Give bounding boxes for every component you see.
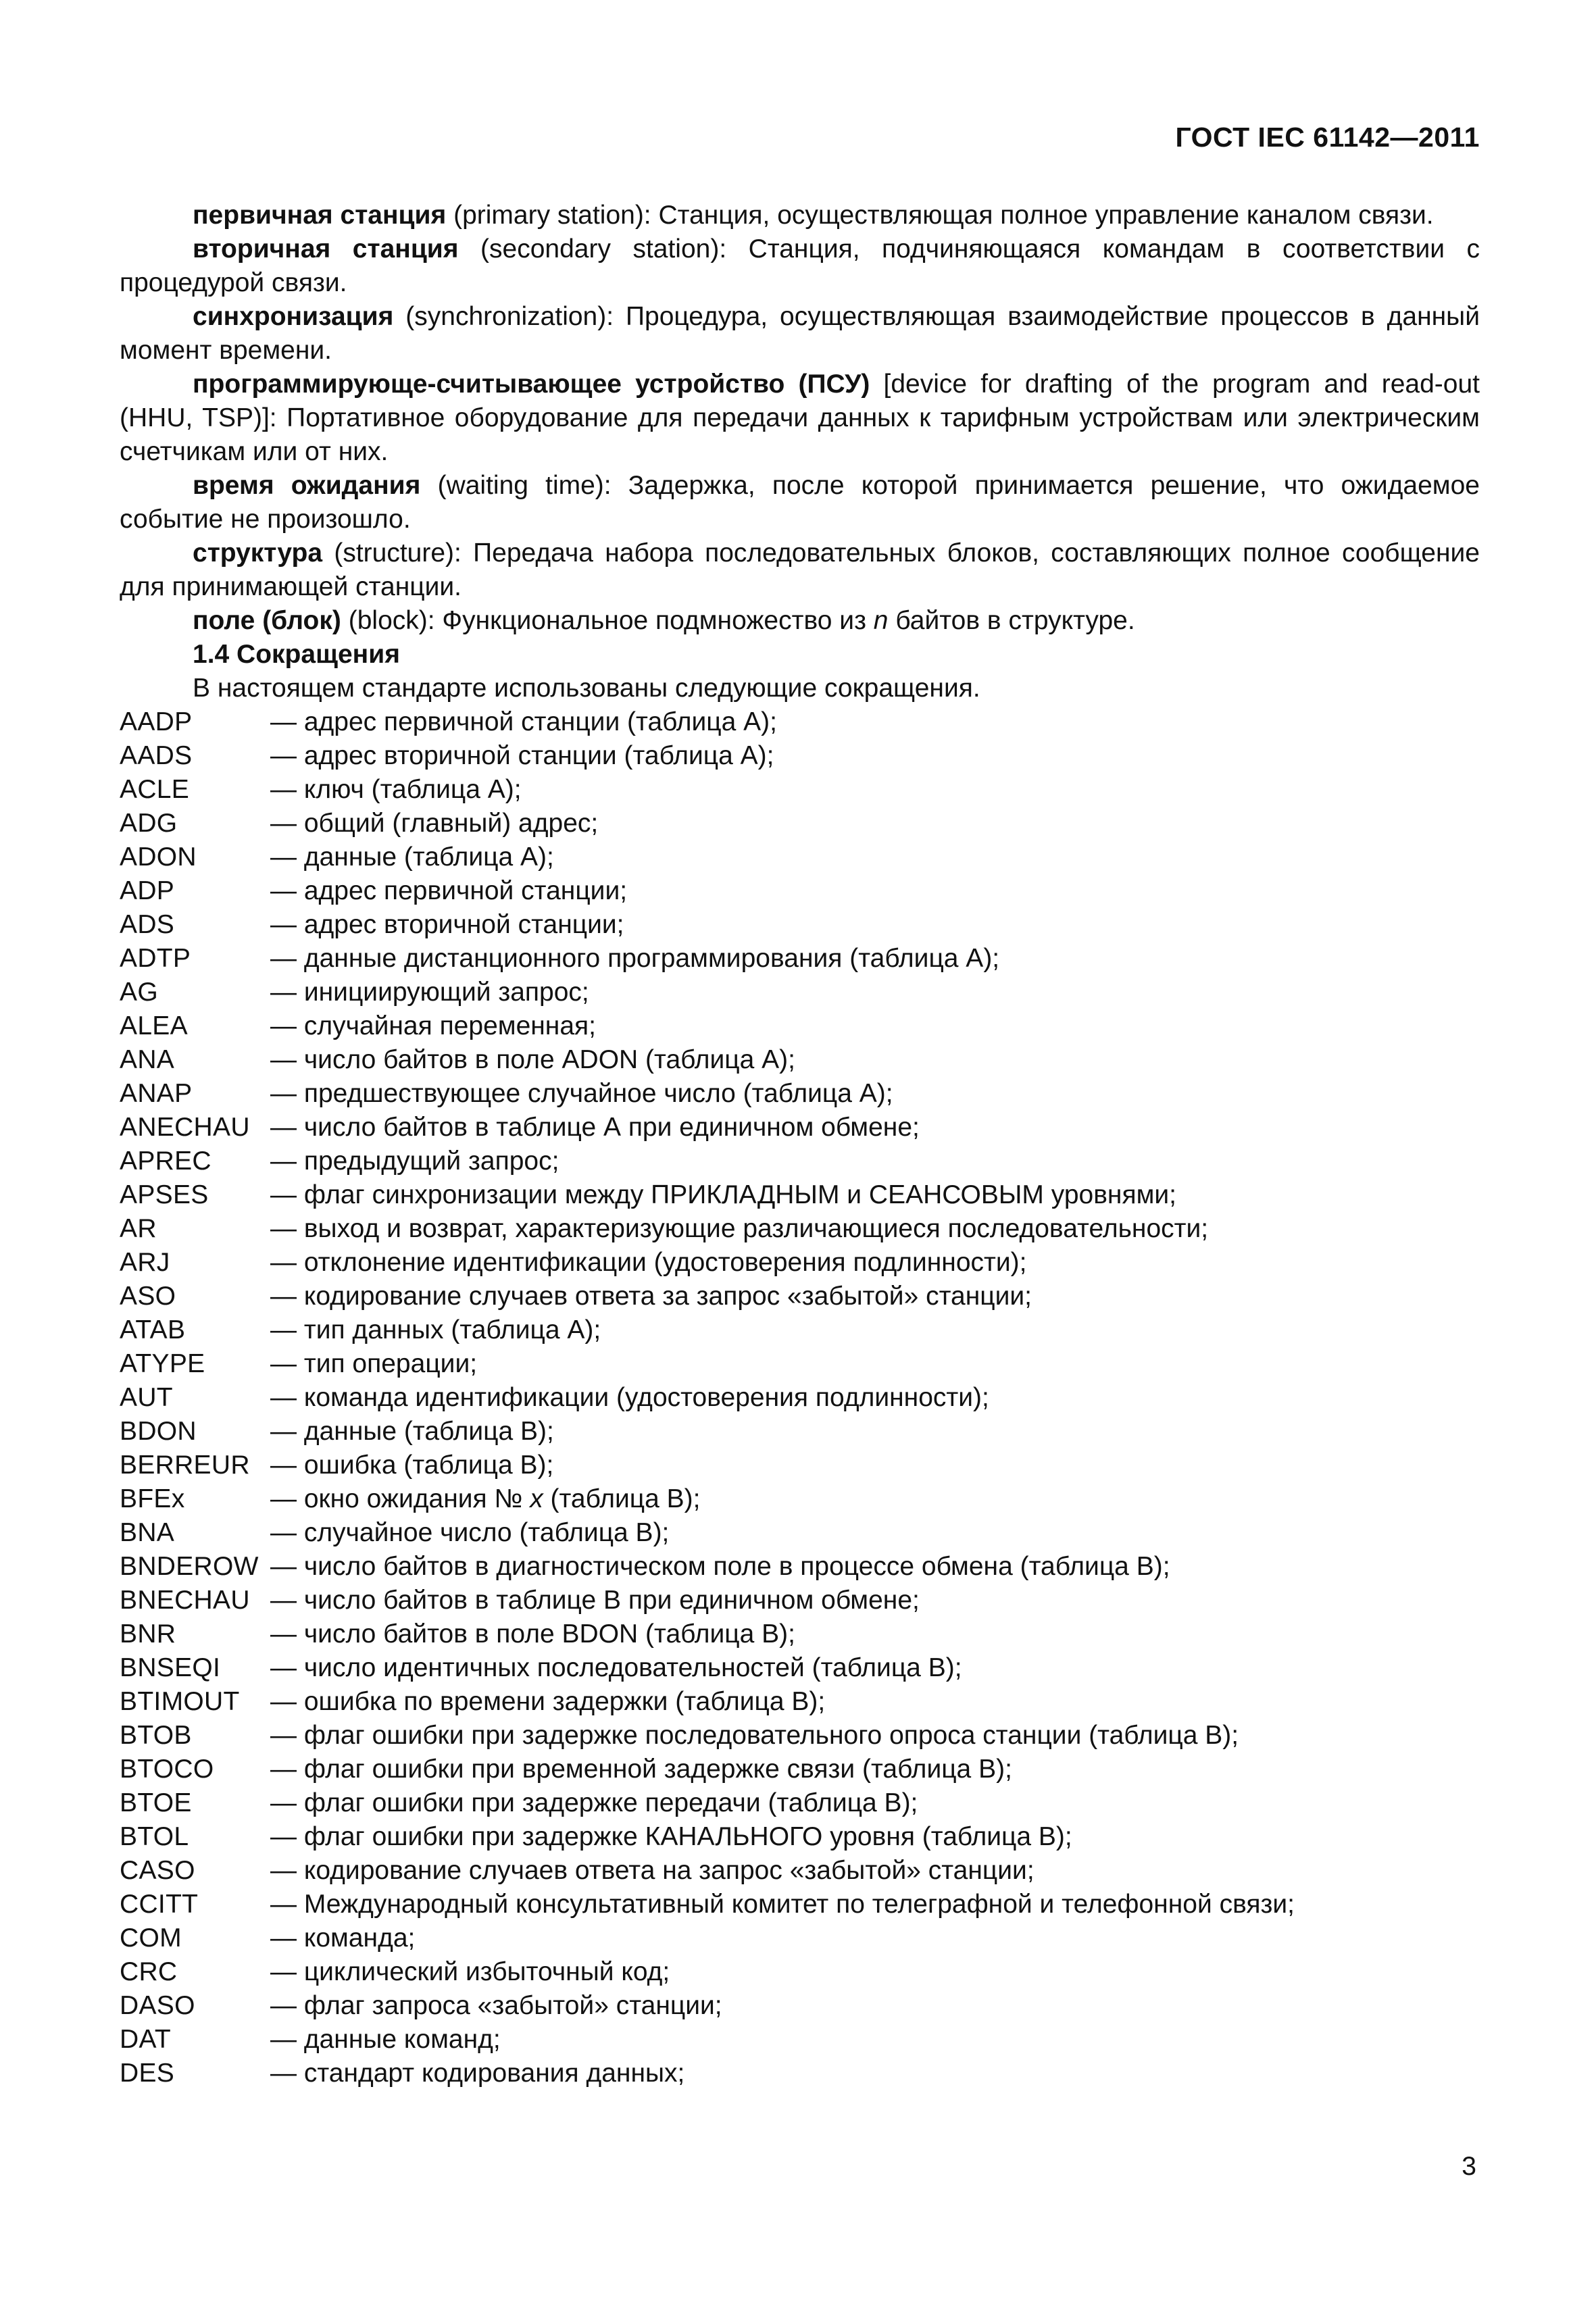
abbreviation-code: BFEx bbox=[120, 1484, 185, 1513]
abbreviation-description: — данные (таблица В); bbox=[270, 1417, 554, 1446]
abbreviation-description: — адрес вторичной станции; bbox=[270, 910, 624, 939]
abbreviation-code: BNR bbox=[120, 1619, 176, 1649]
abbreviation-description: — число байтов в таблице А при единичном обмене; bbox=[270, 1113, 920, 1142]
abbreviation-code: BNECHAU bbox=[120, 1586, 250, 1615]
abbreviation-description-text: (таблица В); bbox=[543, 1484, 701, 1513]
abbreviation-row bbox=[120, 1043, 1480, 1077]
definition-programming-reading-device bbox=[120, 368, 1480, 469]
definition-waiting-time bbox=[120, 469, 1480, 536]
abbreviation-variable: x bbox=[530, 1484, 543, 1513]
abbreviation-row bbox=[120, 1854, 1480, 1888]
definition-text: байтов в структуре. bbox=[888, 606, 1135, 635]
abbreviation-code: BTOCO bbox=[120, 1755, 214, 1784]
abbreviation-row bbox=[120, 1009, 1480, 1043]
standard-header: ГОСТ IEC 61142—2011 bbox=[1175, 122, 1480, 153]
abbreviation-row bbox=[120, 2057, 1480, 2090]
abbreviation-row bbox=[120, 1786, 1480, 1820]
abbreviation-description: — данные (таблица А); bbox=[270, 842, 554, 872]
abbreviation-row bbox=[120, 942, 1480, 976]
abbreviation-row bbox=[120, 773, 1480, 807]
abbreviation-code: BTOE bbox=[120, 1788, 192, 1817]
abbreviation-code: ATYPE bbox=[120, 1349, 205, 1378]
abbreviation-row bbox=[120, 1347, 1480, 1381]
definition-term: время ожидания bbox=[193, 471, 421, 500]
definition-term: первичная станция bbox=[193, 201, 447, 230]
abbreviation-description: — кодирование случаев ответа на запрос «забытой» станции; bbox=[270, 1856, 1034, 1885]
abbreviation-description: — число байтов в поле ADON (таблица А); bbox=[270, 1045, 795, 1074]
abbreviation-description: — отклонение идентификации (удостоверения подлинности); bbox=[270, 1248, 1027, 1277]
definition-text: (structure): Передача набора последовательных блоков, составляющих полное сообщение для принимающей станции. bbox=[120, 538, 1480, 601]
definition-synchronization bbox=[120, 300, 1480, 368]
abbreviation-row bbox=[120, 1651, 1480, 1685]
abbreviation-code: CCITT bbox=[120, 1890, 199, 1919]
definition-term: программирующе-считывающее устройство (ПСУ) bbox=[193, 370, 870, 399]
definition-term: синхронизация bbox=[193, 302, 394, 331]
abbreviation-row bbox=[120, 1550, 1480, 1584]
abbreviation-description: — данные дистанционного программирования (таблица А); bbox=[270, 944, 1000, 973]
abbreviation-code: BTIMOUT bbox=[120, 1687, 240, 1716]
abbreviation-code: ATAB bbox=[120, 1315, 186, 1344]
abbreviation-description: — стандарт кодирования данных; bbox=[270, 2059, 685, 2088]
abbreviation-description: — ключ (таблица А); bbox=[270, 775, 522, 804]
abbreviation-description: — циклический избыточный код; bbox=[270, 1957, 670, 1986]
definition-text: (secondary station): Станция, подчиняющаяся командам в соответствии с процедурой связи. bbox=[120, 234, 1480, 297]
abbreviation-code: ADS bbox=[120, 910, 175, 939]
abbreviation-row bbox=[120, 1820, 1480, 1854]
abbreviation-code: AADP bbox=[120, 707, 193, 736]
abbreviation-row bbox=[120, 1719, 1480, 1753]
definition-term: вторичная станция bbox=[193, 234, 459, 263]
abbreviation-code: AG bbox=[120, 978, 158, 1007]
abbreviation-row bbox=[120, 1111, 1480, 1145]
abbreviation-description: — адрес первичной станции (таблица А); bbox=[270, 707, 777, 736]
definition-text: [device for drafting of the program and read-out (HHU, TSP)]: Портативное оборудование для передачи данных к тарифным устройствам или электрическим счетчикам или от них. bbox=[120, 370, 1480, 466]
abbreviation-code: AADS bbox=[120, 741, 193, 770]
abbreviation-description: — кодирование случаев ответа за запрос «забытой» станции; bbox=[270, 1282, 1032, 1311]
abbreviation-description: — адрес первичной станции; bbox=[270, 876, 628, 905]
page-content bbox=[120, 199, 1480, 2090]
definition-text: (waiting time): Задержка, после которой принимается решение, что ожидаемое событие не произошло. bbox=[120, 471, 1480, 534]
abbreviation-description: — флаг ошибки при временной задержке связи (таблица В); bbox=[270, 1755, 1012, 1784]
abbreviation-description: — данные команд; bbox=[270, 2025, 501, 2054]
definition-text: (primary station): Станция, осуществляющая полное управление каналом связи. bbox=[446, 201, 1434, 230]
abbreviation-description: — флаг ошибки при задержке передачи (таблица В); bbox=[270, 1788, 918, 1817]
abbreviation-description: — флаг ошибки при задержке КАНАЛЬНОГО уровня (таблица В); bbox=[270, 1822, 1072, 1851]
abbreviation-row bbox=[120, 1617, 1480, 1651]
abbreviation-code: ARJ bbox=[120, 1248, 170, 1277]
abbreviation-description: — флаг ошибки при задержке последовательного опроса станции (таблица В); bbox=[270, 1721, 1239, 1750]
abbreviation-row bbox=[120, 1280, 1480, 1313]
abbreviation-description: — предшествующее случайное число (таблица А); bbox=[270, 1079, 893, 1108]
abbreviation-code: CASO bbox=[120, 1856, 195, 1885]
abbreviation-code: DAT bbox=[120, 2025, 172, 2054]
definition-structure bbox=[120, 536, 1480, 604]
abbreviation-row bbox=[120, 1753, 1480, 1786]
abbreviation-description: — команда идентификации (удостоверения подлинности); bbox=[270, 1383, 989, 1412]
abbreviation-row bbox=[120, 739, 1480, 773]
abbreviation-code: ANECHAU bbox=[120, 1113, 250, 1142]
abbreviation-description: — число байтов в диагностическом поле в процессе обмена (таблица В); bbox=[270, 1552, 1170, 1581]
abbreviation-code: AR bbox=[120, 1214, 157, 1243]
abbreviation-row bbox=[120, 1584, 1480, 1617]
abbreviation-description: — Международный консультативный комитет по телеграфной и телефонной связи; bbox=[270, 1890, 1295, 1919]
abbreviation-code: BTOL bbox=[120, 1822, 189, 1851]
abbreviation-row bbox=[120, 1415, 1480, 1449]
abbreviation-description: — инициирующий запрос; bbox=[270, 978, 589, 1007]
abbreviation-row bbox=[120, 1955, 1480, 1989]
section-heading: 1.4 Сокращения bbox=[193, 640, 400, 669]
abbreviation-description: — адрес вторичной станции (таблица А); bbox=[270, 741, 774, 770]
abbreviation-description: — команда; bbox=[270, 1923, 416, 1953]
abbreviation-description-text: — окно ожидания № bbox=[270, 1484, 530, 1513]
abbreviation-code: ASO bbox=[120, 1282, 176, 1311]
abbreviation-code: ACLE bbox=[120, 775, 190, 804]
definition-variable: n bbox=[873, 606, 889, 635]
abbreviation-description: — предыдущий запрос; bbox=[270, 1147, 559, 1176]
abbreviation-row bbox=[120, 1888, 1480, 1921]
abbreviation-code: APREC bbox=[120, 1147, 211, 1176]
abbreviation-row bbox=[120, 908, 1480, 942]
abbreviation-description: — число байтов в таблице В при единичном обмене; bbox=[270, 1586, 920, 1615]
abbreviation-code: ALEA bbox=[120, 1011, 188, 1040]
abbreviation-description: — ошибка (таблица В); bbox=[270, 1451, 554, 1480]
abbreviation-row bbox=[120, 976, 1480, 1009]
abbreviation-row bbox=[120, 1381, 1480, 1415]
abbreviation-code: DES bbox=[120, 2059, 175, 2088]
abbreviation-code: APSES bbox=[120, 1180, 209, 1209]
abbreviation-row bbox=[120, 1516, 1480, 1550]
abbreviation-description: — флаг синхронизации между ПРИКЛАДНЫМ и СЕАНСОВЫМ уровнями; bbox=[270, 1180, 1177, 1209]
abbreviation-code: BTOB bbox=[120, 1721, 192, 1750]
abbreviation-code: BNSEQI bbox=[120, 1653, 221, 1682]
abbreviation-row bbox=[120, 1178, 1480, 1212]
abbreviation-list bbox=[120, 705, 1480, 2090]
abbreviation-row bbox=[120, 840, 1480, 874]
abbreviation-row bbox=[120, 1989, 1480, 2023]
abbreviation-row bbox=[120, 1145, 1480, 1178]
abbreviation-row bbox=[120, 874, 1480, 908]
abbreviation-code: DASO bbox=[120, 1991, 195, 2020]
abbreviation-code: ADG bbox=[120, 809, 178, 838]
abbreviation-row bbox=[120, 1482, 1480, 1516]
abbreviation-description: — тип данных (таблица А); bbox=[270, 1315, 601, 1344]
abbreviation-code: BNDEROW bbox=[120, 1552, 259, 1581]
abbreviation-code: AUT bbox=[120, 1383, 173, 1412]
abbreviation-description: — ошибка по времени задержки (таблица В); bbox=[270, 1687, 826, 1716]
abbreviation-row bbox=[120, 1685, 1480, 1719]
abbreviation-code: BDON bbox=[120, 1417, 197, 1446]
abbreviation-row bbox=[120, 1313, 1480, 1347]
abbreviation-code: ANAP bbox=[120, 1079, 193, 1108]
abbreviation-row bbox=[120, 1077, 1480, 1111]
abbreviation-description: — общий (главный) адрес; bbox=[270, 809, 599, 838]
abbreviation-description: — выход и возврат, характеризующие различающиеся последовательности; bbox=[270, 1214, 1209, 1243]
abbreviation-row bbox=[120, 1921, 1480, 1955]
abbreviation-row bbox=[120, 1449, 1480, 1482]
definition-text: (block): Функциональное подмножество из bbox=[341, 606, 874, 635]
abbreviation-row bbox=[120, 1212, 1480, 1246]
definition-term: структура bbox=[193, 538, 323, 568]
abbreviation-code: BERREUR bbox=[120, 1451, 250, 1480]
page-number: 3 bbox=[1462, 2152, 1476, 2181]
abbreviation-code: BNA bbox=[120, 1518, 175, 1547]
abbreviation-code: ADP bbox=[120, 876, 175, 905]
abbreviation-description: — тип операции; bbox=[270, 1349, 478, 1378]
abbreviation-code: ANA bbox=[120, 1045, 175, 1074]
abbreviation-row bbox=[120, 705, 1480, 739]
definition-primary-station bbox=[120, 199, 1480, 232]
abbreviation-description: — случайная переменная; bbox=[270, 1011, 596, 1040]
definition-term: поле (блок) bbox=[193, 606, 341, 635]
abbreviation-code: COM bbox=[120, 1923, 182, 1953]
section-intro: В настоящем стандарте использованы следующие сокращения. bbox=[193, 674, 980, 703]
definition-block bbox=[120, 604, 1480, 638]
abbreviation-code: ADTP bbox=[120, 944, 191, 973]
abbreviation-row bbox=[120, 1246, 1480, 1280]
abbreviation-description: — число байтов в поле BDON (таблица В); bbox=[270, 1619, 795, 1649]
definition-secondary-station bbox=[120, 232, 1480, 300]
abbreviation-row bbox=[120, 807, 1480, 840]
abbreviation-code: ADON bbox=[120, 842, 197, 872]
abbreviation-row bbox=[120, 2023, 1480, 2057]
abbreviation-description bbox=[270, 1482, 1480, 1516]
abbreviation-description: — число идентичных последовательностей (таблица В); bbox=[270, 1653, 962, 1682]
definition-text: (synchronization): Процедура, осуществляющая взаимодействие процессов в данный момент времени. bbox=[120, 302, 1480, 365]
abbreviation-description: — флаг запроса «забытой» станции; bbox=[270, 1991, 722, 2020]
abbreviation-description: — случайное число (таблица В); bbox=[270, 1518, 670, 1547]
abbreviation-code: CRC bbox=[120, 1957, 178, 1986]
